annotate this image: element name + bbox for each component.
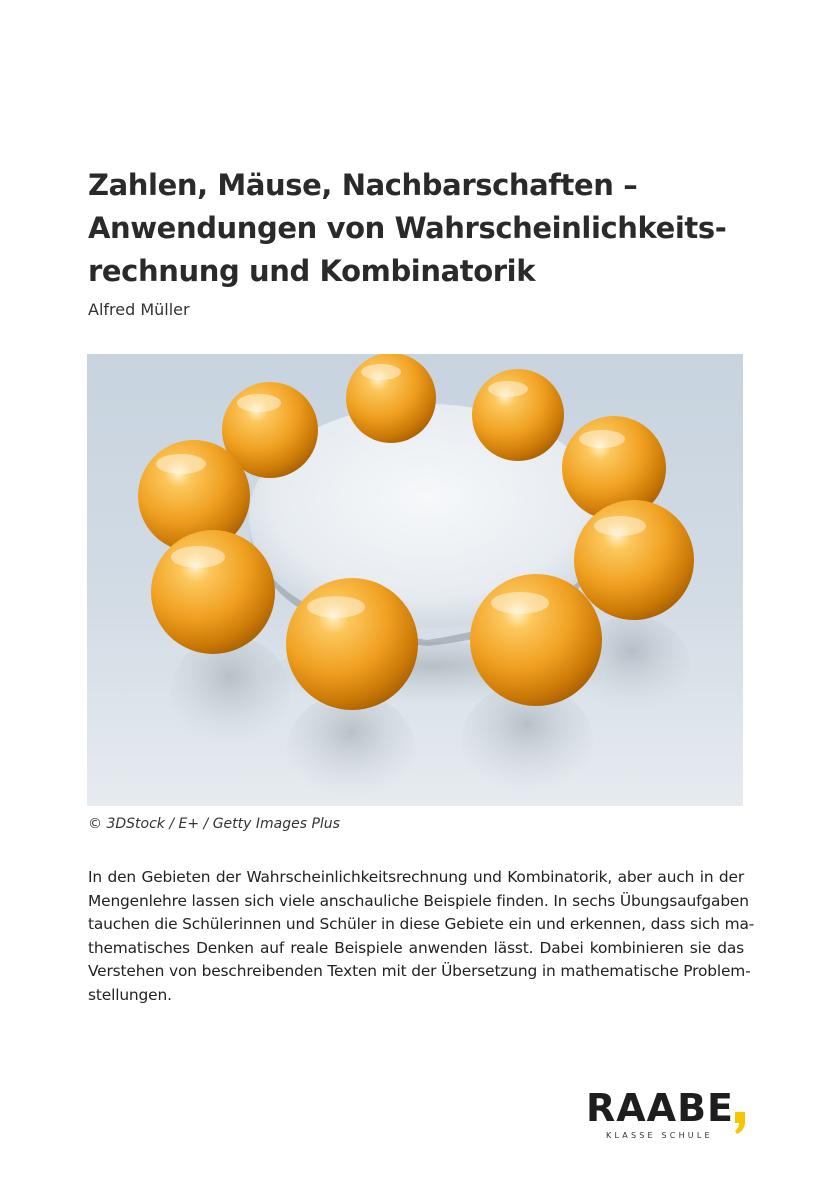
- orange-sphere: [472, 369, 564, 461]
- logo-wordmark: RAABE: [586, 1086, 735, 1130]
- orange-sphere: [286, 578, 418, 710]
- author-name: Alfred Müller: [88, 300, 190, 319]
- sphere-reflection: [170, 636, 290, 752]
- intro-line: stellungen.: [88, 985, 172, 1004]
- intro-line: Mengenlehre lassen sich viele anschauliche Beispiele finden. In sechs Übungsaufgaben: [88, 891, 749, 910]
- orange-sphere: [151, 530, 275, 654]
- logo-comma-icon: [733, 1112, 745, 1134]
- cover-photo: [87, 354, 743, 806]
- intro-line: tauchen die Schülerinnen und Schüler in diese Gebiete ein und erkennen, dass sich ma-: [88, 915, 755, 933]
- title-line: Anwendungen von Wahrscheinlichkeits-: [88, 211, 727, 245]
- intro-line: thematisches Denken auf reale Beispiele anwenden lässt. Dabei kombinieren sie das: [88, 938, 744, 957]
- intro-paragraph: [88, 866, 755, 1007]
- orange-sphere: [574, 500, 694, 620]
- image-credit: © 3DStock / E+ / Getty Images Plus: [88, 816, 340, 832]
- document-title: [88, 164, 768, 293]
- raabe-logo: [586, 1088, 746, 1148]
- orange-sphere: [470, 574, 602, 706]
- title-line: Zahlen, Mäuse, Nachbarschaften –: [88, 168, 638, 202]
- intro-line: Verstehen von beschreibenden Texten mit der Übersetzung in mathematische Problem-: [88, 962, 751, 980]
- logo-tagline: KLASSE SCHULE: [606, 1131, 713, 1140]
- orange-sphere: [346, 354, 436, 443]
- intro-line: In den Gebieten der Wahrscheinlichkeitsrechnung und Kombinatorik, aber auch in der: [88, 868, 744, 886]
- title-line: rechnung und Kombinatorik: [88, 254, 536, 288]
